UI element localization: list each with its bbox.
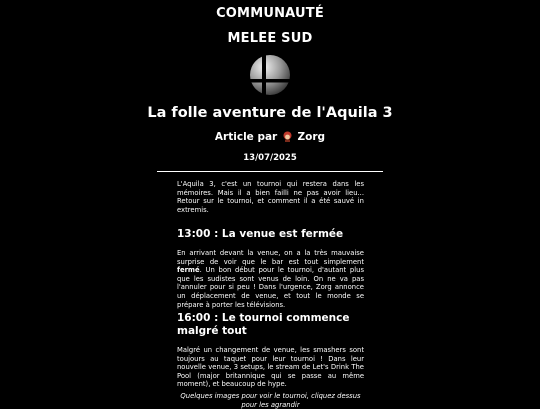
section1-text-start: En arrivant devant la venue, on a la très mauvaise surprise de voir que le bar est tout simplement — [177, 249, 364, 266]
article-byline — [0, 131, 540, 143]
section1-text-end: . Un bon début pour le tournoi, d'autant plus que les sudistes sont venus de loin. On ne va pas l'annuler pour si peu ! Dans l'urgence, Zorg annonce un déplacement de venue, et tout le monde se prépare à porter les télévisions. — [177, 266, 364, 309]
author-name[interactable]: Zorg — [297, 131, 326, 143]
section1-heading: 13:00 : La venue est fermée — [177, 228, 344, 240]
article-date: 13/07/2025 — [243, 153, 297, 163]
section2-text: Malgré un changement de venue, les smashers sont toujours au taquet pour leur tournoi ! Dans leur nouvelle venue, 3 setups, le stream de Let's Drink The Pool (major britannique qui se passe au même moment), et beaucoup de hype. — [177, 346, 364, 389]
section1-text — [177, 249, 364, 309]
images-caption: Quelques images pour voir le tournoi, cliquez dessus pour les agrandir — [180, 392, 361, 409]
article-intro: L'Aquila 3, c'est un tournoi qui restera dans les mémoires. Mais il a bien failli ne pas avoir lieu... Retour sur le tournoi, et comment il a été sauvé in extremis. — [177, 180, 364, 214]
header-divider — [157, 171, 383, 172]
character-avatar-icon — [282, 131, 293, 142]
site-title-line1: COMMUNAUTÉ — [216, 6, 324, 21]
section1-text-bold: fermé — [177, 266, 200, 275]
byline-prefix: Article par — [214, 131, 278, 143]
smash-ball-icon[interactable] — [249, 54, 291, 96]
site-title-line2: MELEE SUD — [227, 31, 313, 46]
article-title: La folle aventure de l'Aquila 3 — [147, 105, 393, 121]
section2-heading: 16:00 : Le tournoi commence malgré tout — [177, 312, 350, 337]
